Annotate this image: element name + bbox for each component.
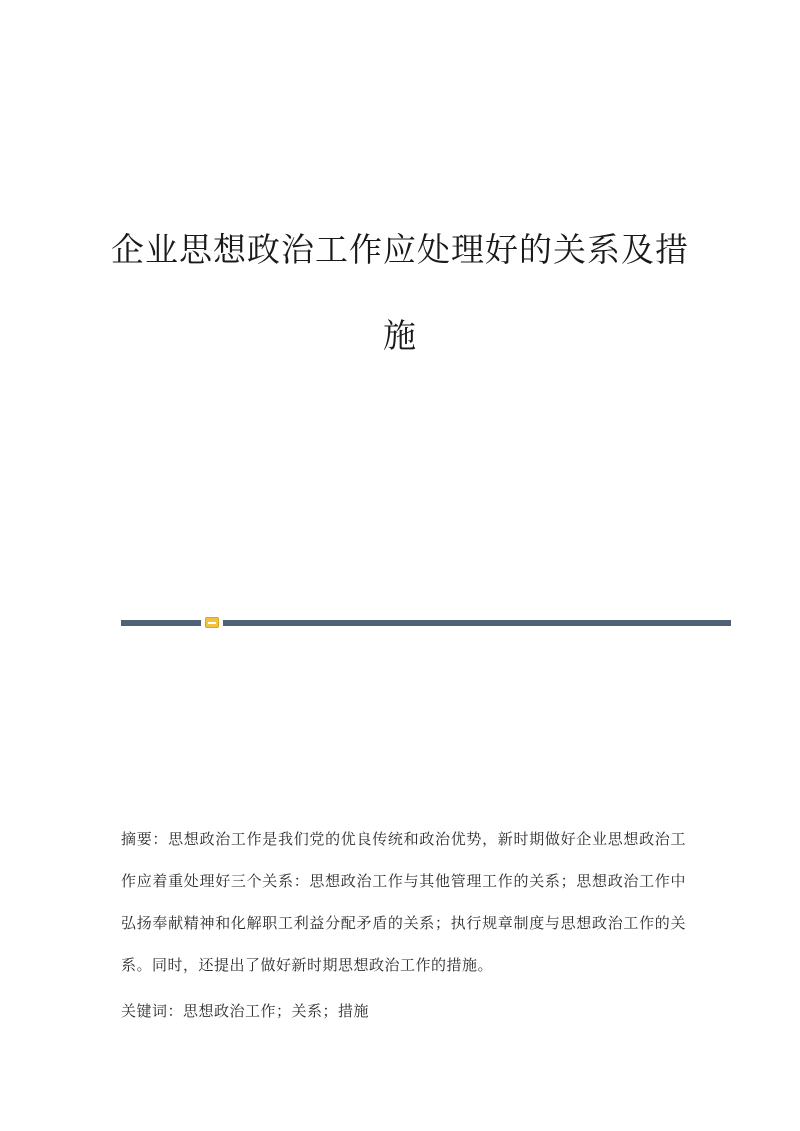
divider-bar-left: [121, 620, 201, 626]
abstract-paragraph: 摘要：思想政治工作是我们党的优良传统和政治优势，新时期做好企业思想政治工作应着重处理好三个关系：思想政治工作与其他管理工作的关系；思想政治工作中弘扬奉献精神和化解职工利益分配矛盾的关系；执行规章制度与思想政治工作的关系。同时，还提出了做好新时期思想政治工作的措施。: [121, 830, 686, 974]
document-emblem-icon: [205, 617, 219, 628]
keywords-line: 关键词：思想政治工作；关系；措施: [121, 1002, 370, 1020]
divider-bar-right: [223, 620, 731, 626]
section-divider: [121, 619, 731, 627]
document-title-line-2: 施: [383, 316, 417, 355]
document-title-line-1: 企业思想政治工作应处理好的关系及措: [111, 230, 689, 269]
